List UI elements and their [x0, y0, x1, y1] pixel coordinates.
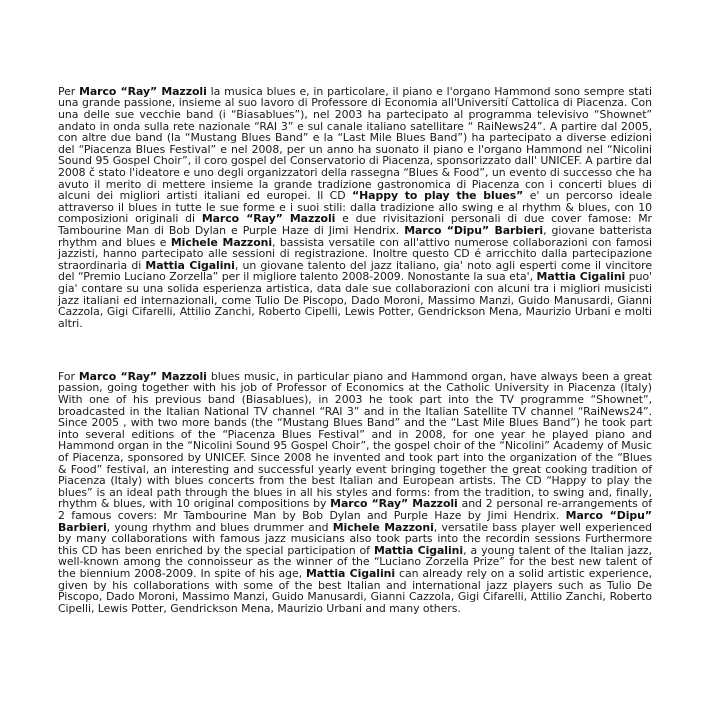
bold-name-run: Michele Mazzoni	[170, 235, 273, 249]
bold-name-run: “Happy to play the blues”	[352, 189, 524, 203]
bold-name-run: Marco “Dipu” Barbieri	[58, 509, 652, 534]
text-run: , giovane batterista rhythm and blues e	[58, 224, 652, 249]
bold-name-run: Marco “Dipu” Barbieri	[404, 224, 544, 238]
bold-name-run: Marco “Ray” Mazzoli	[330, 497, 458, 511]
bold-name-run: Mattia Cigalini	[373, 543, 464, 557]
text-run: la musica blues e, in particolare, il piano e l'organo Hammond sono sempre stati una grande passione, insieme al suo lavoro di Professore di Economia all'Universití Cattolica di Piacenza. Con una delle sue vecchie band (i “Biasablues”), nel 2003 ha partecipato al programma televisivo “Shownet” andato in onda sulla rete nazionale “RAI 3” e sul canale italiano satellitare “ RaiNews24”. A partire dal 2005, con altre due band (la “Mustang Blues Band” e la “Last Mile Blues Band”) ha partecipato a diverse edizioni del “Piacenza Blues Festival” e nel 2008, per un anno ha suonato il piano e l'organo Hammond nel “Nicolini Sound 95 Gospel Choir”, il coro gospel del Conservatorio di Piacenza, sponsorizzato dall' UNICEF. A partire dal 2008 č stato l'ideatore e uno degli organizzatori della rassegna “Blues & Food”, un evento di successo che ha avuto il merito di mettere insieme la grande tradizione gastronomica di Piacenza con i concerti blues di alcuni dei migliori artisti italiani ed europei. Il CD	[58, 84, 652, 203]
bold-name-run: Marco “Ray” Mazzoli	[78, 369, 207, 383]
text-run: e due rivisitazioni personali di due cover famose: Mr Tambourine Man di Bob Dylan e Purple Haze di Jimi Hendrix.	[58, 212, 652, 238]
text-run: can already rely on a solid artistic experience, given by his collaborations with some of the best Italian and international jazz players such as Tulio De Piscopo, Dado Moroni, Massimo Manzi, Guido Manusardi, Gianni Cazzola, Gigi Cifarelli, Attilio Zanchi, Roberto Cipelli, Lewis Potter, Gendrickson Mena, Maurizio Urbani and many others.	[58, 566, 653, 615]
english-paragraph	[58, 371, 652, 614]
italian-paragraph	[58, 86, 652, 329]
text-run: puo' gia' contare su una solida esperienza artistica, data dale sue collaborazioni con alcuni tra i migliori musicisti jazz italiani ed internazionali, come Tulio De Piscopo, Dado Moroni, Massimo Manzi, Guido Manusardi, Gianni Cazzola, Gigi Cifarelli, Attilio Zanchi, Roberto Cipelli, Lewis Potter, Gendrickson Mena, Maurizio Urbani e molti altri.	[58, 270, 652, 330]
bold-name-run: Marco “Ray” Mazzoli	[201, 212, 336, 226]
text-run: , a young talent of the Italian jazz, well-known among the connoisseur as the winner of the “Luciano Zorzella Prize” for the best new talent of the biennium 2008-2009. In spite of his age,	[58, 543, 653, 580]
text-run: For	[58, 369, 79, 383]
bold-name-run: Marco “Ray” Mazzoli	[79, 84, 207, 98]
text-run: , un giovane talento del jazz italiano, gia' noto agli esperti come il vincitore del “Premio Luciano Zorzella” per il migliore talento 2008-2009. Nonostante la sua eta',	[58, 258, 653, 284]
text-run: e' un percorso ideale attraverso il blues in tutte le sue forme e i suoi stili: dalla tradizione allo swing e al rhythm & blues, con 10 composizioni originali di	[58, 189, 652, 226]
bold-name-run: Michele Mazzoni	[332, 520, 434, 534]
bold-name-run: Mattia Cigalini	[305, 566, 396, 580]
bold-name-run: Mattia Cigalini	[536, 270, 626, 284]
text-run: , versatile bass player well experienced by many collaborations with famous jazz musicians also took parts into the recordin sessions Furthermore this CD has been enriched by the special participation of	[58, 520, 652, 557]
text-run: Per	[58, 84, 80, 98]
text-run: , young rhythm and blues drummer and	[106, 520, 333, 534]
bold-name-run: Mattia Cigalini	[145, 258, 235, 272]
text-run: blues music, in particular piano and Hammond organ, have always been a great passion, going together with his job of Professor of Economics at the Catholic University in Piacenza (Italy) With one of his previous band (Biasablues), in 2003 he took part into the TV programme “Shownet”, broadcasted in the Italian National TV channel “RAI 3” and in the Italian Satellite TV channel “RaiNews24”. Since 2005 , with two more bands (the “Mustang Blues Band” and the “Last Mile Blues Band”) he took part into several editions of the “Piacenza Blues Festival” and in 2008, for one year he played piano and Hammond organ in the “Nicolini Sound 95 Gospel Choir”, the gospel choir of the “Nicolini” Academy of Music of Piacenza, sponsored by UNICEF. Since 2008 he invented and took part into the organization of the “Blues & Food” festival, an interesting and successful yearly event bringing together the great cooking tradition of Piacenza (Italy) with blues concerts from the best Italian and European artists. The CD “Happy to play the blues” is an ideal path through the blues in all his styles and forms: from the tradition, to swing and, finally, rhythm & blues, with 10 original compositions by	[58, 369, 652, 511]
text-run: and 2 personal re-arrangements of 2 famous covers: Mr Tambourine Man by Bob Dylan and Purple Haze by Jimi Hendrix.	[58, 497, 652, 523]
text-run: , bassista versatile con all'attivo numerose collaborazioni con famosi jazzisti, hanno partecipato alle sessioni di registrazione. Inoltre questo CD é arricchito dalla partecipazione straordinaria di	[58, 235, 652, 272]
